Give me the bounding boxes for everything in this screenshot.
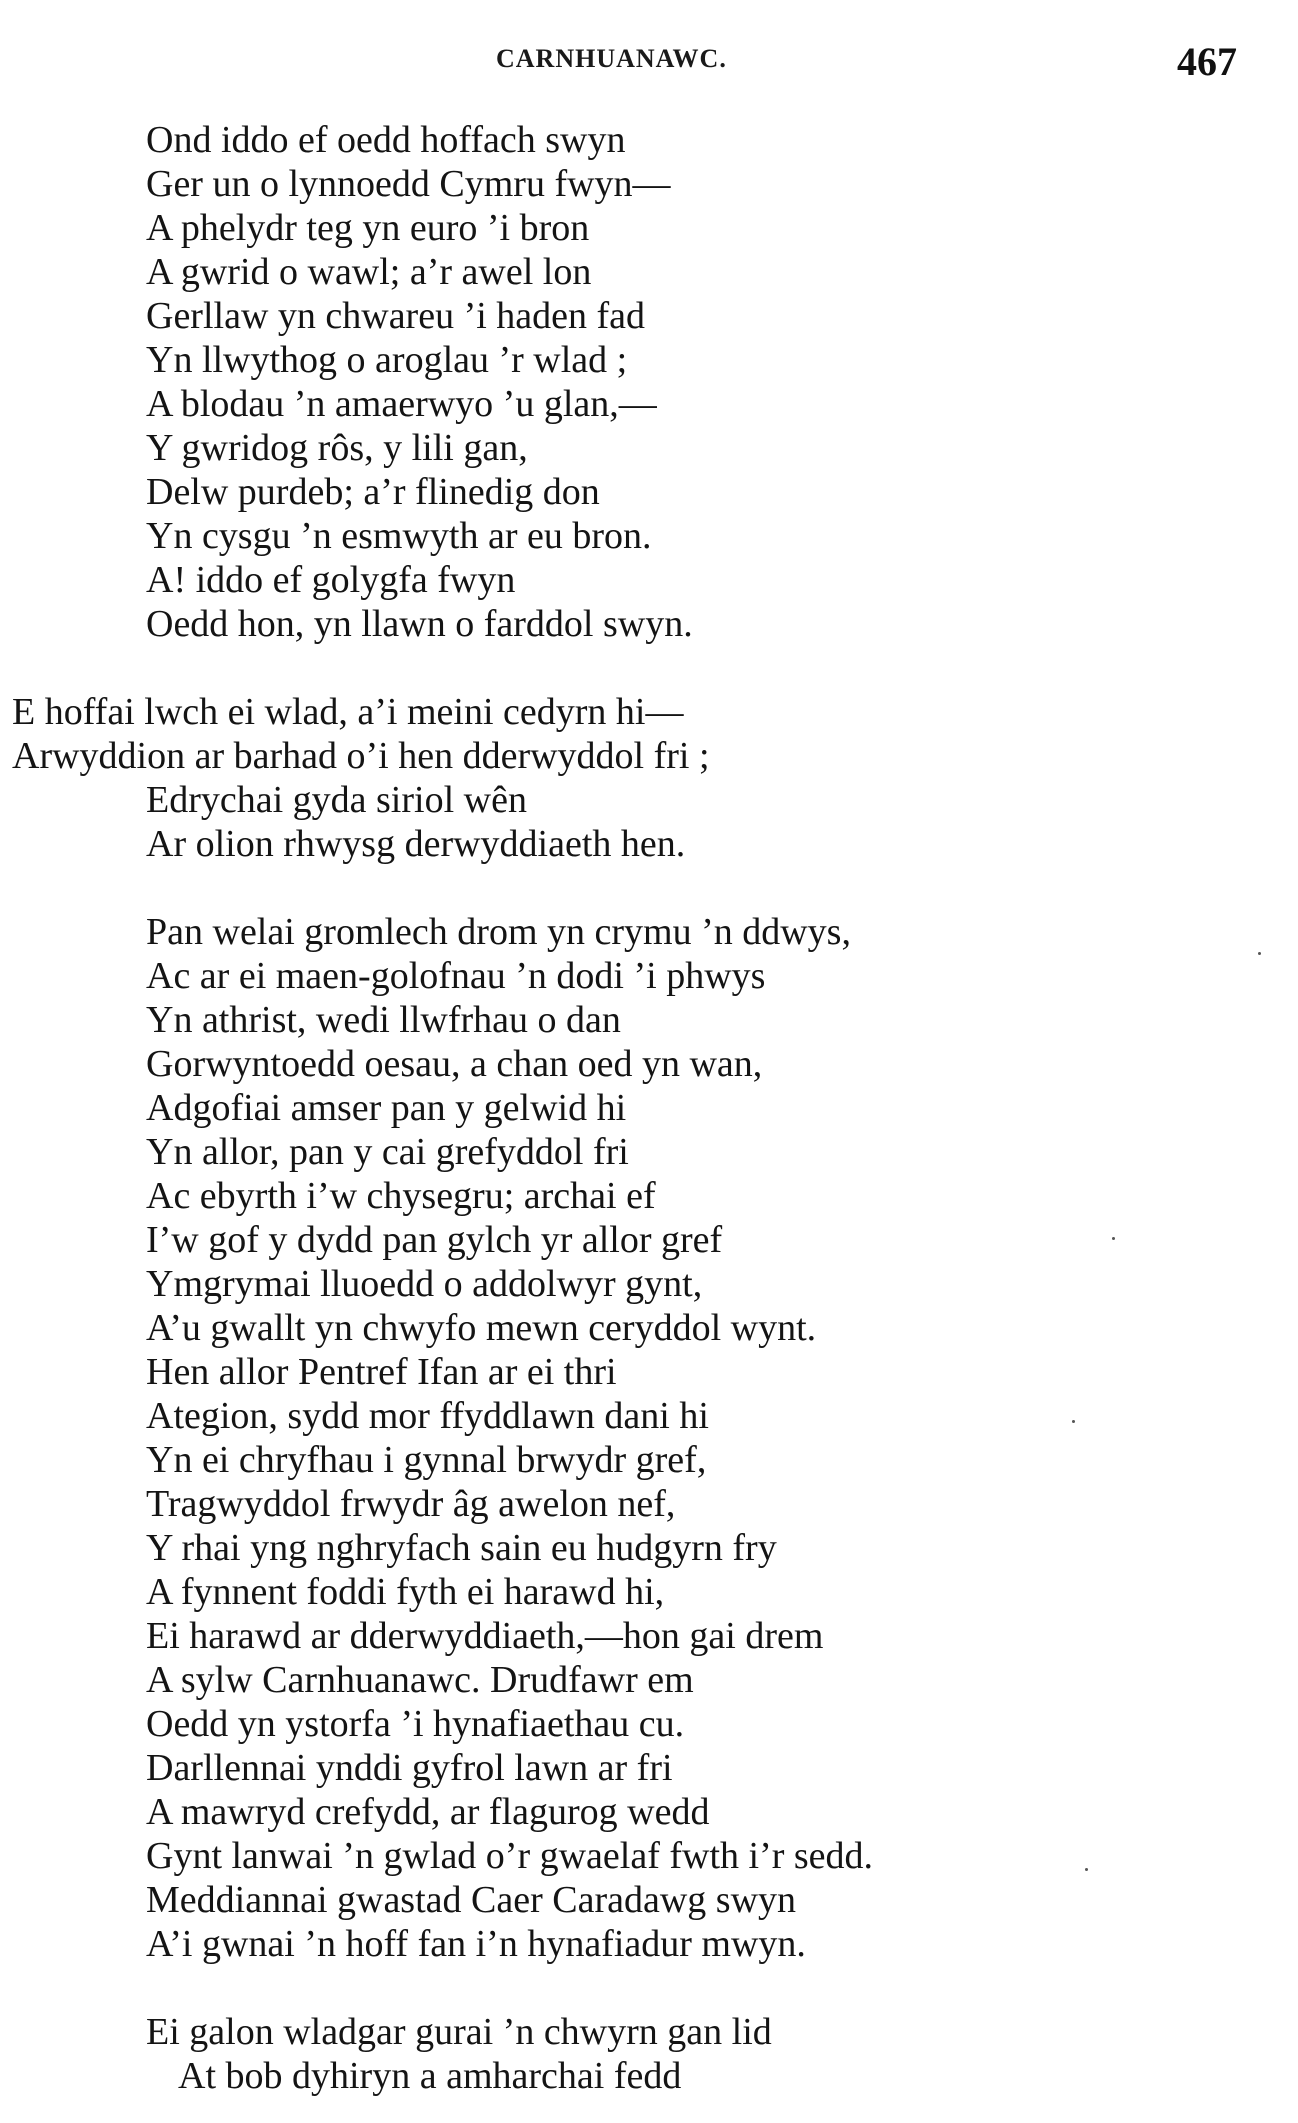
poem-line: Y gwridog rôs, y lili gan, — [146, 427, 528, 469]
poem-line: Yn ei chryfhau i gynnal brwydr gref, — [146, 1439, 707, 1481]
poem-line: Ar olion rhwysg derwyddiaeth hen. — [146, 823, 686, 865]
poem-line: Hen allor Pentref Ifan ar ei thri — [146, 1351, 617, 1393]
poem-line: A’u gwallt yn chwyfo mewn ceryddol wynt. — [146, 1307, 817, 1349]
poem-line: A sylw Carnhuanawc. Drudfawr em — [146, 1659, 694, 1701]
running-title: CARNHUANAWC. — [496, 44, 727, 73]
page-number: 467 — [1177, 39, 1237, 84]
poem-line: Gorwyntoedd oesau, a chan oed yn wan, — [146, 1043, 763, 1085]
scan-speck — [1258, 952, 1261, 955]
poem-line: Delw purdeb; a’r flinedig don — [146, 471, 600, 513]
poem-line: E hoffai lwch ei wlad, a’i meini cedyrn hi— — [12, 691, 684, 733]
running-head — [0, 39, 1298, 84]
poem-line: Arwyddion ar barhad o’i hen dderwyddol fri ; — [12, 735, 710, 777]
poem-line: At bob dyhiryn a amharchai fedd — [178, 2055, 682, 2097]
poem-line: Gynt lanwai ’n gwlad o’r gwaelaf fwth i’r sedd. — [146, 1835, 874, 1877]
poem-line: Oedd yn ystorfa ’i hynafiaethau cu. — [146, 1703, 685, 1745]
poem-line: Ac ar ei maen-golofnau ’n dodi ’i phwys — [146, 955, 766, 997]
poem-line: A fynnent foddi fyth ei harawd hi, — [146, 1571, 665, 1613]
poem-line: Ei harawd ar dderwyddiaeth,—hon gai drem — [146, 1615, 824, 1657]
scan-speck — [1072, 1420, 1075, 1423]
poem-line: A’i gwnai ’n hoff fan i’n hynafiadur mwyn. — [146, 1923, 806, 1965]
scan-speck — [1112, 1237, 1115, 1240]
poem-line: Darllennai ynddi gyfrol lawn ar fri — [146, 1747, 673, 1789]
poem-line: Adgofiai amser pan y gelwid hi — [146, 1087, 627, 1129]
poem-line: Ond iddo ef oedd hoffach swyn — [146, 119, 626, 161]
poem-line: A gwrid o wawl; a’r awel lon — [146, 251, 592, 293]
poem-line: A mawryd crefydd, ar flagurog wedd — [146, 1791, 710, 1833]
poem-line: Meddiannai gwastad Caer Caradawg swyn — [146, 1879, 797, 1921]
poem-line: Yn llwythog o aroglau ’r wlad ; — [146, 339, 628, 381]
poem-line: A phelydr teg yn euro ’i bron — [146, 207, 590, 249]
poem-line: Pan welai gromlech drom yn crymu ’n ddwys, — [146, 911, 851, 953]
poem-line: Ger un o lynnoedd Cymru fwyn— — [146, 163, 671, 205]
poem-line: Yn allor, pan y cai grefyddol fri — [146, 1131, 629, 1173]
poem-line: Oedd hon, yn llawn o farddol swyn. — [146, 603, 693, 645]
scan-speck — [1085, 1868, 1088, 1871]
poem-line: A! iddo ef golygfa fwyn — [146, 559, 516, 601]
poem-line: Gerllaw yn chwareu ’i haden fad — [146, 295, 646, 337]
poem-line: Edrychai gyda siriol wên — [146, 779, 527, 821]
poem-line: A blodau ’n amaerwyo ’u glan,— — [146, 383, 657, 425]
poem-line: Tragwyddol frwydr âg awelon nef, — [146, 1483, 676, 1525]
poem-line: Ategion, sydd mor ffyddlawn dani hi — [146, 1395, 709, 1437]
poem-line: Ei galon wladgar gurai ’n chwyrn gan lid — [146, 2011, 772, 2053]
poem-line: Ymgrymai lluoedd o addolwyr gynt, — [146, 1263, 703, 1305]
poem-line: Yn cysgu ’n esmwyth ar eu bron. — [146, 515, 652, 557]
poem-line: I’w gof y dydd pan gylch yr allor gref — [146, 1219, 723, 1261]
poem-line: Y rhai yng nghryfach sain eu hudgyrn fry — [146, 1527, 777, 1569]
poem-line: Ac ebyrth i’w chysegru; archai ef — [146, 1175, 656, 1217]
poem-line: Yn athrist, wedi llwfrhau o dan — [146, 999, 621, 1041]
